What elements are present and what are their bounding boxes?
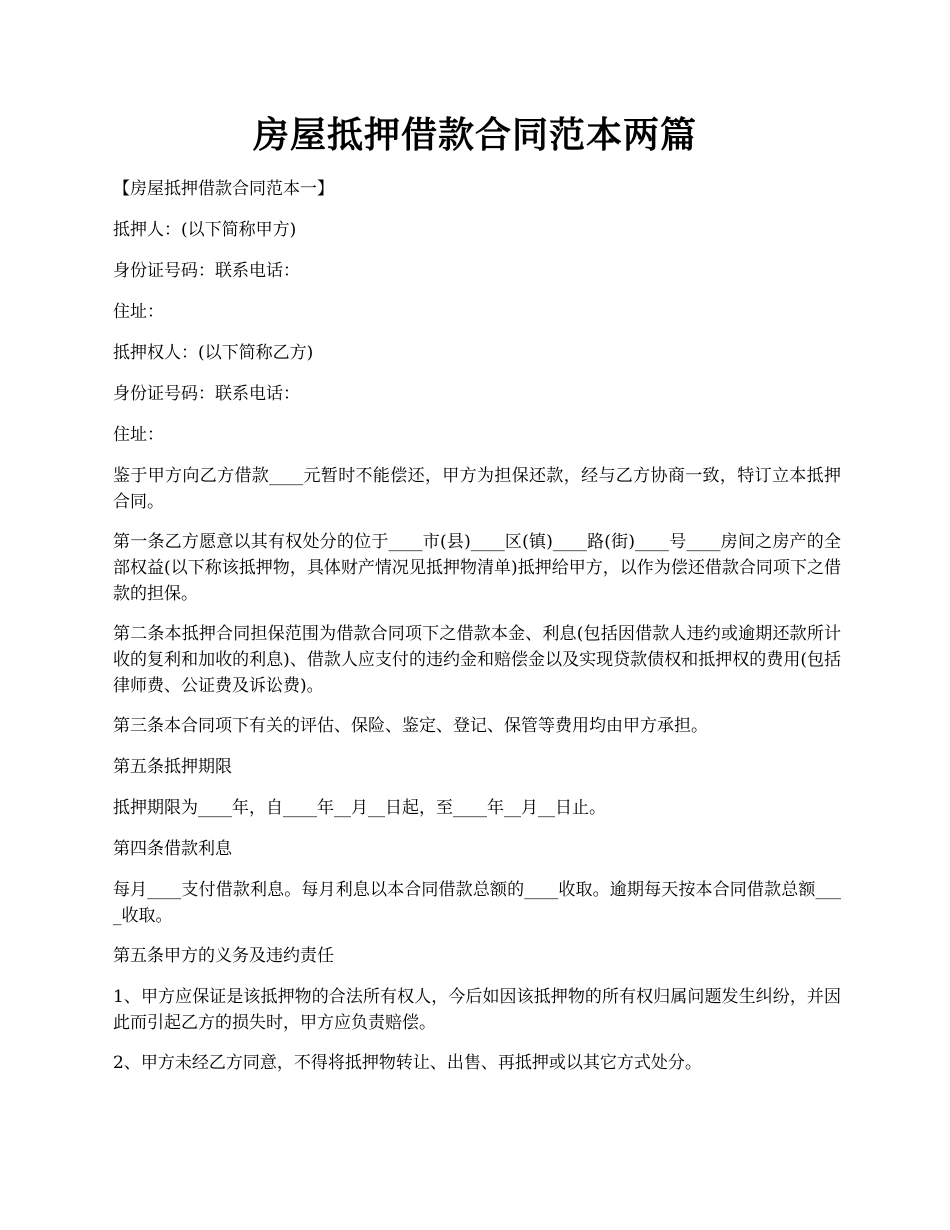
article-5-obligations-heading: 第五条甲方的义务及违约责任 [113,946,334,966]
mortgagee-line: 抵押权人：(以下简称乙方) [113,343,314,363]
interest-paragraph: 每月____支付借款利息。每月利息以本合同借款总额的____收取。逾期每天按本合同借款总额____收取。 [113,880,841,926]
mortgagor-address-line: 住址： [113,302,164,322]
article-2-paragraph: 第二条本抵押合同担保范围为借款合同项下之借款本金、利息(包括因借款人违约或逾期还款所计收的复利和加收的利息)、借款人应支付的违约金和赔偿金以及实现贷款债权和抵押权的费用(包括律师费、公证费及诉讼费)。 [113,624,841,696]
mortgagor-line: 抵押人：(以下简称甲方) [113,220,297,240]
document-title: 房屋抵押借款合同范本两篇 [252,114,697,156]
mortgagor-id-phone-line: 身份证号码：联系电话： [113,261,300,281]
term-paragraph: 抵押期限为____年，自____年__月__日起，至____年__月__日止。 [113,798,606,818]
obligation-2-paragraph: 2、甲方未经乙方同意，不得将抵押物转让、出售、再抵押或以其它方式处分。 [113,1053,702,1073]
mortgagee-id-phone-line: 身份证号码：联系电话： [113,384,300,404]
article-4-interest-heading: 第四条借款利息 [113,839,232,859]
obligation-1-paragraph: 1、甲方应保证是该抵押物的合法所有权人，今后如因该抵押物的所有权归属问题发生纠纷，并因此而引起乙方的损失时，甲方应负责赔偿。 [113,987,841,1033]
article-5-term-heading: 第五条抵押期限 [113,757,232,777]
article-3-paragraph: 第三条本合同项下有关的评估、保险、鉴定、登记、保管等费用均由甲方承担。 [113,716,708,736]
article-1-paragraph: 第一条乙方愿意以其有权处分的位于____市(县)____区(镇)____路(街)____号____房间之房产的全部权益(以下称该抵押物，具体财产情况见抵押物清单)抵押给甲方，以作为偿还借款合同项下之借款的担保。 [113,532,841,604]
document-body [113,176,841,1091]
mortgagee-address-line: 住址： [113,425,164,445]
section-heading: 【房屋抵押借款合同范本一】 [113,179,334,199]
preamble-paragraph: 鉴于甲方向乙方借款____元暂时不能偿还，甲方为担保还款，经与乙方协商一致，特订立本抵押合同。 [113,466,841,512]
